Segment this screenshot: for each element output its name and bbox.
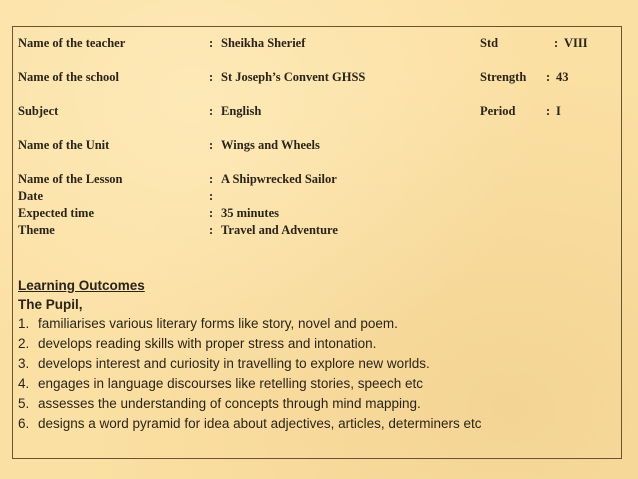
school-separator: : [209, 70, 214, 84]
unit-value: Wings and Wheels [221, 138, 320, 152]
outcomes-list [18, 314, 618, 434]
unit-label: Name of the Unit [18, 138, 110, 152]
teacher-label: Name of the teacher [18, 36, 126, 50]
item-number: 4. [18, 376, 30, 391]
list-item [18, 374, 618, 394]
item-text: assesses the understanding of concepts through mind mapping. [38, 396, 421, 411]
teacher-value: Sheikha Sherief [221, 36, 306, 50]
period-label: Period [480, 104, 516, 118]
strength-value: 43 [556, 70, 569, 84]
school-value: St Joseph’s Convent GHSS [221, 70, 366, 84]
unit-separator: : [209, 138, 214, 152]
list-item [18, 414, 618, 434]
item-text: develops interest and curiosity in travelling to explore new worlds. [38, 356, 430, 371]
time-label: Expected time [18, 206, 95, 220]
outcomes-subheading: The Pupil, [18, 297, 83, 312]
item-text: designs a word pyramid for idea about adjectives, articles, determiners etc [38, 416, 482, 431]
item-text: familiarises various literary forms like story, novel and poem. [38, 316, 398, 331]
outcomes-heading: Learning Outcomes [18, 278, 145, 293]
strength-label: Strength [480, 70, 527, 84]
date-separator: : [209, 189, 214, 203]
learning-outcomes [18, 276, 618, 434]
list-item [18, 394, 618, 414]
lesson-separator: : [209, 172, 214, 186]
theme-separator: : [209, 223, 214, 237]
std-separator: : [554, 36, 559, 50]
date-label: Date [18, 189, 43, 203]
item-number: 1. [18, 316, 30, 331]
item-number: 5. [18, 396, 30, 411]
item-number: 3. [18, 356, 30, 371]
period-separator: : [546, 104, 551, 118]
period-value: I [556, 104, 561, 118]
subject-value: English [221, 104, 262, 118]
list-item [18, 354, 618, 374]
list-item [18, 314, 618, 334]
item-number: 2. [18, 336, 30, 351]
std-value: VIII [564, 36, 588, 50]
item-text: develops reading skills with proper stress and intonation. [38, 336, 377, 351]
subject-label: Subject [18, 104, 59, 118]
std-label: Std [480, 36, 499, 50]
lesson-value: A Shipwrecked Sailor [221, 172, 337, 186]
item-text: engages in language discourses like retelling stories, speech etc [38, 376, 423, 391]
lesson-label: Name of the Lesson [18, 172, 123, 186]
time-value: 35 minutes [221, 206, 279, 220]
teacher-separator: : [209, 36, 214, 50]
subject-separator: : [209, 104, 214, 118]
theme-value: Travel and Adventure [221, 223, 338, 237]
school-label: Name of the school [18, 70, 120, 84]
theme-label: Theme [18, 223, 55, 237]
strength-separator: : [546, 70, 551, 84]
time-separator: : [209, 206, 214, 220]
list-item [18, 334, 618, 354]
item-number: 6. [18, 416, 30, 431]
